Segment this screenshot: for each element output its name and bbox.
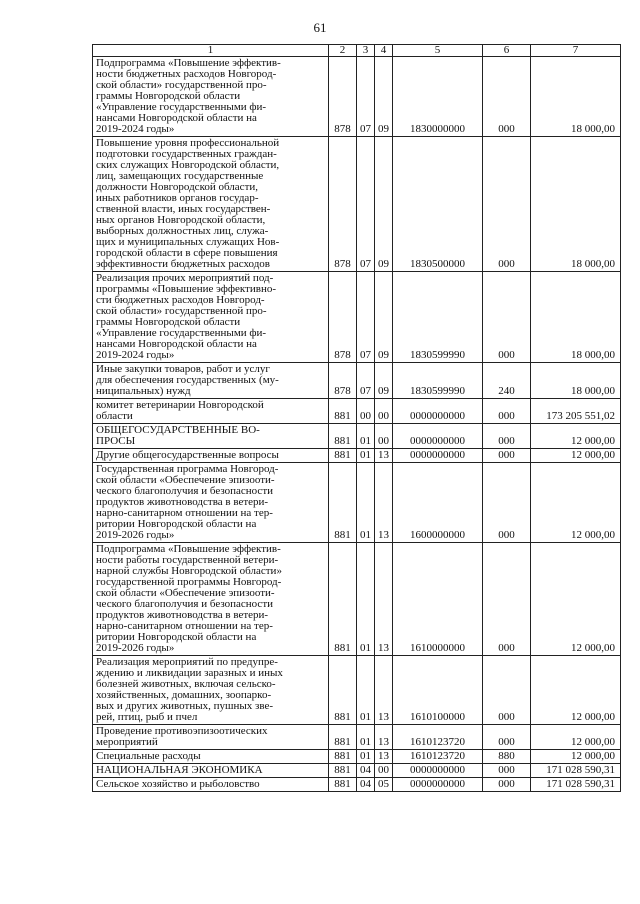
cell-sum: 12 000,00 xyxy=(531,424,621,449)
table-row xyxy=(93,424,621,449)
header-col-3: 3 xyxy=(357,45,375,57)
cell-sum: 171 028 590,31 xyxy=(531,764,621,778)
cell-rz: 04 xyxy=(357,764,375,778)
cell-csr: 1610123720 xyxy=(393,750,483,764)
cell-ved: 881 xyxy=(329,764,357,778)
cell-pr: 13 xyxy=(375,656,393,725)
cell-ved: 881 xyxy=(329,656,357,725)
cell-vr: 000 xyxy=(483,764,531,778)
cell-sum: 171 028 590,31 xyxy=(531,778,621,792)
cell-name: Повышение уровня профессиональной подготовки государственных граждан- ских служащих Новгородской области, лиц, замещающих государственные должности Новгородской области, иных работников органов государ- ственной власти, иных государствен- ных органов Новгородской области, выборных должностных лиц, служа- щих и муниципальных служащих Нов- городской области в сфере повышения эффективности бюджетных расходов xyxy=(93,137,329,272)
cell-pr: 00 xyxy=(375,424,393,449)
cell-csr: 1600000000 xyxy=(393,463,483,543)
table-row xyxy=(93,57,621,137)
cell-pr: 09 xyxy=(375,57,393,137)
cell-pr: 00 xyxy=(375,764,393,778)
cell-vr: 000 xyxy=(483,272,531,363)
cell-ved: 881 xyxy=(329,778,357,792)
cell-sum: 18 000,00 xyxy=(531,57,621,137)
cell-name: НАЦИОНАЛЬНАЯ ЭКОНОМИКА xyxy=(93,764,329,778)
table-row xyxy=(93,272,621,363)
table-body xyxy=(93,57,621,792)
cell-name: Реализация прочих мероприятий под- программы «Повышение эффективно- сти бюджетных расходов Новгород- ской области» государственной про- граммы Новгородской области «Управление государственными фи- нансами Новгородской области на 2019-2024 годы» xyxy=(93,272,329,363)
cell-sum: 12 000,00 xyxy=(531,656,621,725)
cell-ved: 878 xyxy=(329,137,357,272)
cell-rz: 04 xyxy=(357,778,375,792)
cell-pr: 13 xyxy=(375,543,393,656)
cell-rz: 01 xyxy=(357,543,375,656)
cell-vr: 000 xyxy=(483,778,531,792)
table-row xyxy=(93,463,621,543)
cell-pr: 09 xyxy=(375,363,393,399)
cell-csr: 1610100000 xyxy=(393,656,483,725)
cell-vr: 000 xyxy=(483,656,531,725)
cell-ved: 878 xyxy=(329,272,357,363)
cell-pr: 13 xyxy=(375,750,393,764)
cell-pr: 13 xyxy=(375,449,393,463)
cell-name: Сельское хозяйство и рыболовство xyxy=(93,778,329,792)
cell-sum: 18 000,00 xyxy=(531,137,621,272)
header-col-6: 6 xyxy=(483,45,531,57)
cell-name: Подпрограмма «Повышение эффектив- ности работы государственной ветери- нарной службы Новгородской области» государственной программы Новгород- ской области «Обеспечение эпизооти- ческого благополучия и безопасности продуктов животноводства в ветери- нарно-санитарном отношении на тер- ритории Новгородской области на 2019-2026 годы» xyxy=(93,543,329,656)
cell-vr: 000 xyxy=(483,137,531,272)
cell-pr: 09 xyxy=(375,272,393,363)
cell-name: Специальные расходы xyxy=(93,750,329,764)
cell-sum: 12 000,00 xyxy=(531,543,621,656)
cell-rz: 01 xyxy=(357,750,375,764)
header-row xyxy=(93,45,621,57)
cell-sum: 18 000,00 xyxy=(531,272,621,363)
cell-name: ОБЩЕГОСУДАРСТВЕННЫЕ ВО- ПРОСЫ xyxy=(93,424,329,449)
cell-sum: 173 205 551,02 xyxy=(531,399,621,424)
cell-name: Другие общегосударственные вопросы xyxy=(93,449,329,463)
cell-ved: 881 xyxy=(329,399,357,424)
table-row xyxy=(93,363,621,399)
cell-vr: 000 xyxy=(483,543,531,656)
header-col-7: 7 xyxy=(531,45,621,57)
cell-name: комитет ветеринарии Новгородской области xyxy=(93,399,329,424)
cell-csr: 0000000000 xyxy=(393,764,483,778)
cell-rz: 07 xyxy=(357,137,375,272)
table-row xyxy=(93,656,621,725)
cell-csr: 0000000000 xyxy=(393,449,483,463)
cell-ved: 881 xyxy=(329,424,357,449)
cell-name: Подпрограмма «Повышение эффектив- ности бюджетных расходов Новгород- ской области» государственной про- граммы Новгородской области «Управление государственными фи- нансами Новгородской области на 2019-2024 годы» xyxy=(93,57,329,137)
cell-vr: 000 xyxy=(483,399,531,424)
cell-pr: 00 xyxy=(375,399,393,424)
header-col-1: 1 xyxy=(93,45,329,57)
cell-vr: 240 xyxy=(483,363,531,399)
cell-ved: 878 xyxy=(329,363,357,399)
cell-rz: 07 xyxy=(357,57,375,137)
cell-rz: 01 xyxy=(357,449,375,463)
cell-name: Государственная программа Новгород- ской области «Обеспечение эпизооти- ческого благополучия и безопасности продуктов животноводства в ветери- нарно-санитарном отношении на тер- ритории Новгородской области на 2019-2026 годы» xyxy=(93,463,329,543)
cell-ved: 881 xyxy=(329,463,357,543)
cell-sum: 12 000,00 xyxy=(531,463,621,543)
cell-csr: 1610123720 xyxy=(393,725,483,750)
cell-csr: 0000000000 xyxy=(393,424,483,449)
header-col-4: 4 xyxy=(375,45,393,57)
page-number: 61 xyxy=(313,20,327,35)
cell-rz: 01 xyxy=(357,463,375,543)
cell-csr: 1830599990 xyxy=(393,363,483,399)
cell-sum: 18 000,00 xyxy=(531,363,621,399)
cell-ved: 881 xyxy=(329,543,357,656)
table-row xyxy=(93,137,621,272)
table-row xyxy=(93,750,621,764)
cell-csr: 1830500000 xyxy=(393,137,483,272)
cell-csr: 1610000000 xyxy=(393,543,483,656)
cell-rz: 07 xyxy=(357,272,375,363)
cell-name: Иные закупки товаров, работ и услуг для обеспечения государственных (му- ниципальных) нужд xyxy=(93,363,329,399)
table-row xyxy=(93,399,621,424)
cell-vr: 000 xyxy=(483,449,531,463)
cell-csr: 0000000000 xyxy=(393,399,483,424)
cell-rz: 01 xyxy=(357,656,375,725)
budget-table xyxy=(92,44,621,792)
cell-pr: 09 xyxy=(375,137,393,272)
cell-name: Реализация мероприятий по предупре- ждению и ликвидации заразных и иных болезней животных, включая сельско- хозяйственных, домашних, зоопарко- вых и других животных, пушных зве- рей, птиц, рыб и пчел xyxy=(93,656,329,725)
cell-rz: 01 xyxy=(357,424,375,449)
cell-rz: 00 xyxy=(357,399,375,424)
cell-csr: 1830000000 xyxy=(393,57,483,137)
cell-ved: 881 xyxy=(329,449,357,463)
table-row xyxy=(93,543,621,656)
cell-rz: 07 xyxy=(357,363,375,399)
cell-vr: 000 xyxy=(483,424,531,449)
cell-vr: 000 xyxy=(483,725,531,750)
table-row xyxy=(93,764,621,778)
cell-vr: 880 xyxy=(483,750,531,764)
table-row xyxy=(93,449,621,463)
cell-pr: 13 xyxy=(375,463,393,543)
cell-pr: 13 xyxy=(375,725,393,750)
cell-sum: 12 000,00 xyxy=(531,449,621,463)
cell-pr: 05 xyxy=(375,778,393,792)
cell-name: Проведение противоэпизоотических мероприятий xyxy=(93,725,329,750)
cell-csr: 1830599990 xyxy=(393,272,483,363)
cell-ved: 881 xyxy=(329,725,357,750)
cell-sum: 12 000,00 xyxy=(531,750,621,764)
cell-ved: 878 xyxy=(329,57,357,137)
header-col-2: 2 xyxy=(329,45,357,57)
cell-vr: 000 xyxy=(483,57,531,137)
table-row xyxy=(93,778,621,792)
cell-sum: 12 000,00 xyxy=(531,725,621,750)
cell-csr: 0000000000 xyxy=(393,778,483,792)
header-col-5: 5 xyxy=(393,45,483,57)
cell-ved: 881 xyxy=(329,750,357,764)
cell-rz: 01 xyxy=(357,725,375,750)
cell-vr: 000 xyxy=(483,463,531,543)
table-row xyxy=(93,725,621,750)
